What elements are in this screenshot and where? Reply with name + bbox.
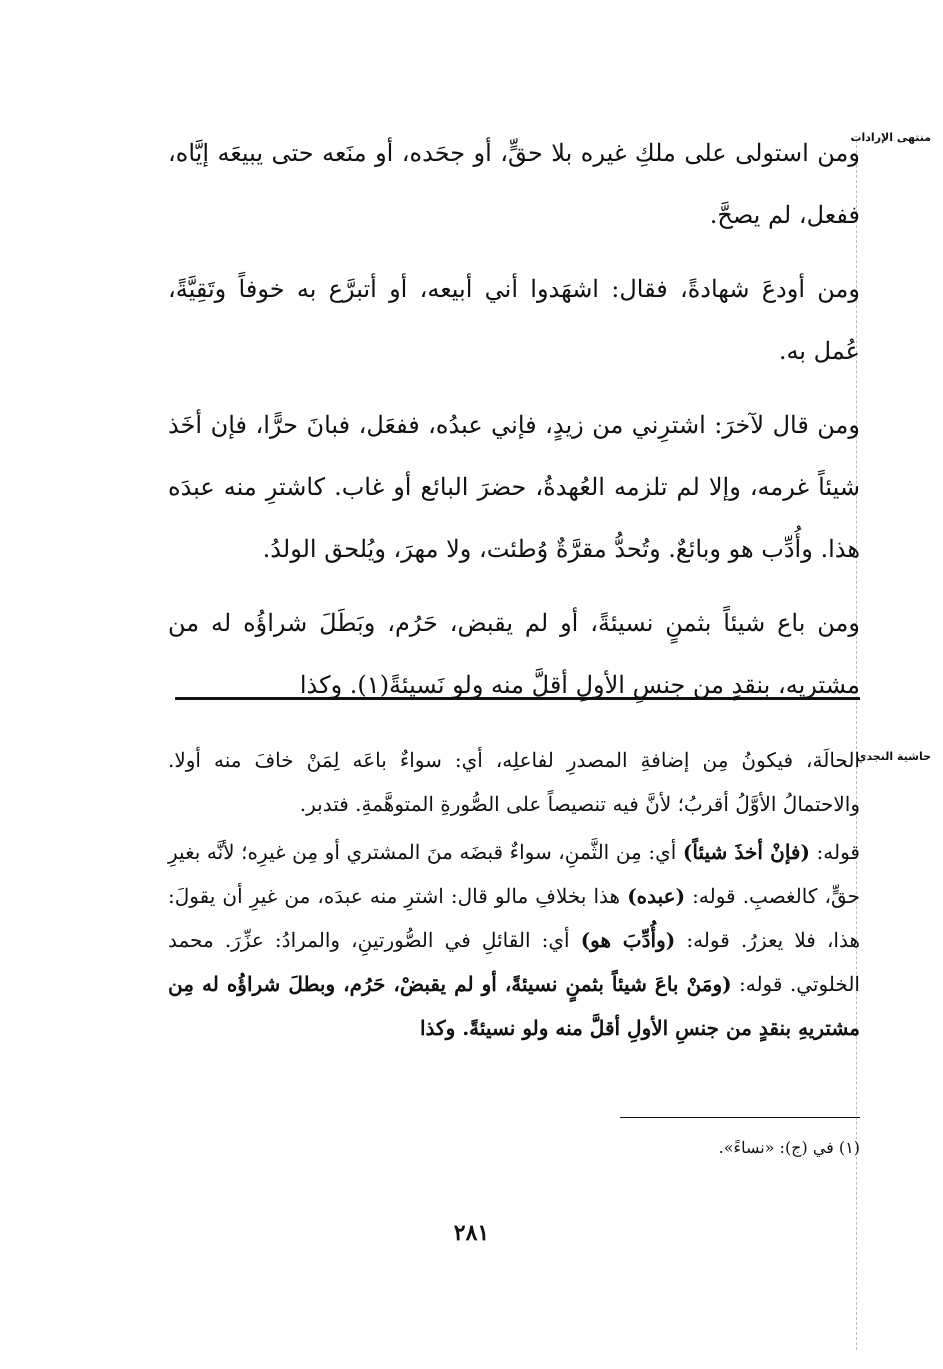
commentary-text-run: قوله: [809,840,860,864]
commentary-quote: (فإنْ أخذَ شيئاً) [682,840,810,864]
commentary-text-run: هذا بخلافِ مالو قال: اشترِ منه عبدَه، من غيرِ أن يقولَ: هذا، فلا يعزرُ. قوله: [168,884,861,952]
main-paragraph: ومن قال لآخرَ: اشترِني من زيدٍ، فإني عبدُه، ففعَل، فبانَ حرًّا، فإن أخَذ شيئاً غرمه، وإلا لم تلزمه العُهدةُ، حضرَ البائع أو غاب. كاشترِ منه عبدَه هذا. وأُدِّب هو وبائعٌ. وتُحدُّ مقرَّةٌ وُطئت، ولا مهرَ، ويُلحق الولدُ. [168,411,860,563]
margin-label-commentary: حاشية النجدي [856,750,931,763]
commentary-text-run: أي: القائلِ في الصُّورتينِ، والمرادُ: عزِّرَ. محمد الخلوتي. قوله: [168,928,860,996]
main-paragraph: ومن أودعَ شهادةً، فقال: اشهَدوا أني أبيعه، أو أتبرَّع به خوفاً وتَقِيَّةً، عُمل به. [168,275,860,365]
commentary-quote: (وأُدِّبَ هو) [580,928,676,952]
main-paragraph: ومن استولى على ملكِ غيره بلا حقٍّ، أو جحَده، أو منَعه حتى يبيعَه إيَّاه، ففعل، لم يصحَّ. [168,139,860,229]
commentary-quote: (ومَنْ باعَ شيئاً بثمنٍ نسيئةً، أو لم يقبضْ، حَرُم، وبطلَ شراؤُه له مِن مشتريهِ بنقدٍ من جنسِ الأولِ أقلَّ منه ولو نسيئةً. وكذا [168,972,860,1040]
section-divider [175,697,860,700]
commentary-text-run: أي: مِن الثَّمنِ، سواءٌ قبضَه منَ المشتري أو مِن غيرِه؛ لأنَّه بغيرِ حقٍّ، كالغصبِ. قوله: [168,840,860,908]
commentary-quote: (عبده) [627,884,686,908]
commentary-paragraph: الحالَة، فيكونُ مِن إضافةِ المصدرِ لفاعلِه، أي: سواءٌ باعَه لِمَنْ خافَ منه أولا. والاحتمالُ الأوَّلُ أقربُ؛ لأنَّ فيه تنصيصاً على الصُّورةِ المتوهَّمةِ. فتدبر. [168,748,860,816]
footnote-rule [620,1117,860,1118]
main-paragraph: ومن باع شيئاً بثمنٍ نسيئةً، أو لم يقبض، حَرُم، وبَطَلَ شراؤُه له من مشتريه، بنقدٍ من جنسِ الأولِ أقلَّ منه ولو نَسيئةً(١). وكذا [168,609,860,699]
margin-label-main: منتهى الإرادات [850,131,931,144]
commentary-paragraph [168,830,860,1050]
main-text [168,122,860,716]
footnote: (١) في (ج): «نساءً». [718,1138,860,1157]
page-number: ٢٨١ [453,1220,490,1246]
commentary-text [168,738,860,1050]
